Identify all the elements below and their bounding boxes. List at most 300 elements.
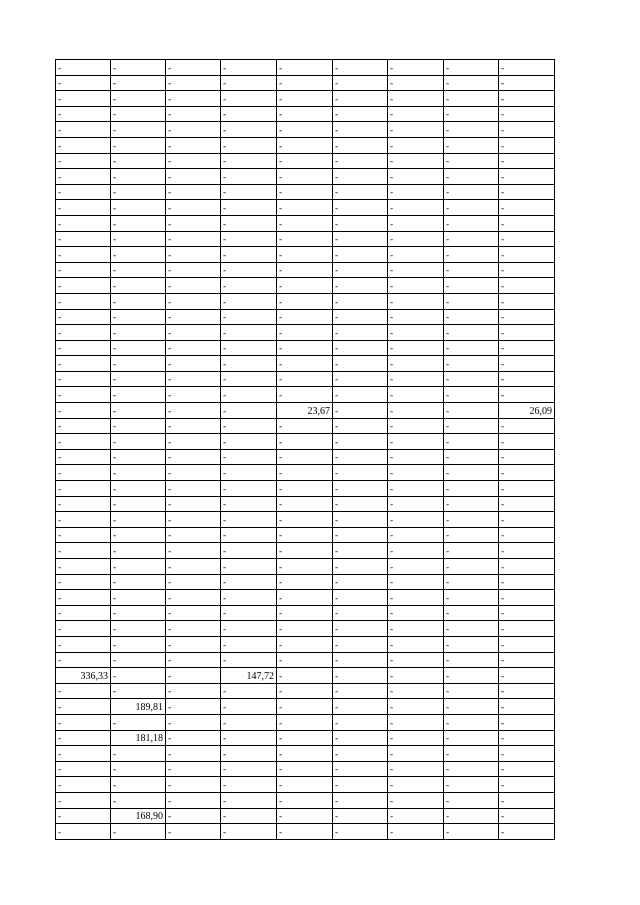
table-cell: - [221,403,277,419]
table-cell: - [166,512,221,528]
table-cell: - [111,652,166,668]
table-cell: - [499,122,555,138]
table-cell: - [277,512,333,528]
table-cell: - [166,340,221,356]
table-row [56,465,555,481]
table-cell: - [277,449,333,465]
table-row [56,356,555,372]
table-row [56,122,555,138]
table-cell: - [388,60,444,76]
table-cell: - [56,590,111,606]
table-cell: - [166,169,221,185]
table-cell: - [333,730,388,746]
table-cell: - [221,527,277,543]
table-row [56,60,555,76]
table-cell: - [166,574,221,590]
table-cell: - [166,75,221,91]
table-cell: - [166,387,221,403]
table-cell: - [56,184,111,200]
table-cell: - [221,153,277,169]
table-row [56,777,555,793]
table-cell: - [499,356,555,372]
table-cell: - [111,403,166,419]
table-cell: - [277,761,333,777]
table-cell: - [499,153,555,169]
table-cell: 181,18 [111,730,166,746]
table-cell: - [499,777,555,793]
table-cell: - [111,293,166,309]
table-cell: - [277,169,333,185]
table-cell: - [221,652,277,668]
table-cell: - [388,262,444,278]
table-cell: - [56,777,111,793]
table-cell: - [166,184,221,200]
table-cell: - [444,309,499,325]
table-cell: - [388,153,444,169]
table-cell: - [277,184,333,200]
table-cell: - [166,91,221,107]
table-cell: - [56,761,111,777]
table-cell: - [166,247,221,263]
table-cell: - [111,200,166,216]
table-cell: - [111,340,166,356]
table-cell: - [499,200,555,216]
table-cell: - [111,449,166,465]
table-cell: - [277,777,333,793]
table-cell: - [499,683,555,699]
table-cell: - [333,137,388,153]
table-cell: - [111,153,166,169]
table-cell: - [111,527,166,543]
table-cell: - [499,325,555,341]
table-cell: - [221,200,277,216]
table-cell: - [333,808,388,824]
table-cell: - [166,403,221,419]
table-row [56,153,555,169]
table-row [56,699,555,715]
table-cell: - [444,652,499,668]
table-row [56,309,555,325]
table-cell: - [388,200,444,216]
table-cell: - [333,278,388,294]
table-cell: - [499,75,555,91]
table-cell: - [56,91,111,107]
table-cell: - [221,590,277,606]
table-cell: 336,33 [56,668,111,684]
table-row [56,200,555,216]
table-cell: - [111,169,166,185]
table-cell: - [56,169,111,185]
table-cell: - [166,746,221,762]
table-cell: - [388,215,444,231]
table-cell: - [56,309,111,325]
table-cell: - [333,309,388,325]
table-cell: - [221,434,277,450]
table-cell: - [388,527,444,543]
table-cell: - [277,590,333,606]
table-cell: - [499,293,555,309]
table-cell: - [56,559,111,575]
table-cell: - [277,340,333,356]
table-cell: - [111,137,166,153]
table-cell: - [111,574,166,590]
table-cell: - [111,262,166,278]
table-cell: - [444,714,499,730]
table-cell: - [388,792,444,808]
table-cell: - [333,824,388,840]
table-cell: - [444,356,499,372]
table-cell: - [56,325,111,341]
table-cell: - [333,262,388,278]
table-cell: - [333,652,388,668]
table-row [56,481,555,497]
table-cell: - [444,824,499,840]
table-cell: - [444,496,499,512]
table-cell: - [388,761,444,777]
table-cell: - [111,278,166,294]
table-cell: - [388,512,444,528]
table-cell: - [166,761,221,777]
table-cell: - [111,215,166,231]
table-cell: - [499,824,555,840]
table-cell: - [221,278,277,294]
table-cell: - [111,247,166,263]
table-cell: - [166,590,221,606]
table-row [56,231,555,247]
table-cell: - [277,621,333,637]
table-cell: - [56,496,111,512]
table-cell: - [333,512,388,528]
table-cell: - [499,668,555,684]
table-cell: - [444,434,499,450]
table-cell: - [499,761,555,777]
table-cell: - [499,106,555,122]
table-cell: - [111,636,166,652]
table-cell: - [221,340,277,356]
table-cell: - [444,184,499,200]
table-row [56,449,555,465]
table-cell: - [388,714,444,730]
table-cell: - [56,449,111,465]
table-cell: - [277,278,333,294]
table-cell: - [333,356,388,372]
table-cell: - [388,636,444,652]
table-cell: - [56,605,111,621]
table-cell: - [444,621,499,637]
table-cell: - [56,75,111,91]
table-cell: - [499,590,555,606]
table-cell: - [221,730,277,746]
table-cell: - [444,278,499,294]
table-cell: - [111,434,166,450]
table-cell: - [56,356,111,372]
table-cell: - [221,169,277,185]
table-cell: - [333,449,388,465]
table-cell: - [444,527,499,543]
table-cell: - [221,574,277,590]
table-cell: - [333,200,388,216]
table-cell: - [333,714,388,730]
table-cell: - [221,325,277,341]
table-row [56,371,555,387]
table-cell: - [333,91,388,107]
table-cell: - [111,184,166,200]
table-cell: - [499,247,555,263]
table-cell: - [333,106,388,122]
table-row [56,91,555,107]
table-cell: - [111,231,166,247]
table-cell: - [277,792,333,808]
table-cell: - [333,699,388,715]
table-cell: - [111,605,166,621]
table-cell: - [333,418,388,434]
table-row [56,652,555,668]
table-row [56,714,555,730]
table-cell: 26,09 [499,403,555,419]
table-cell: - [166,418,221,434]
table-row [56,403,555,419]
table-cell: - [221,777,277,793]
table-cell: - [166,652,221,668]
table-cell: - [333,574,388,590]
table-cell: - [111,371,166,387]
table-cell: - [499,418,555,434]
table-cell: - [333,543,388,559]
table-cell: - [221,808,277,824]
table-cell: - [277,371,333,387]
table-cell: - [111,761,166,777]
table-cell: - [277,262,333,278]
table-cell: - [388,621,444,637]
table-cell: - [221,761,277,777]
table-cell: - [221,792,277,808]
table-row [56,247,555,263]
table-cell: - [166,824,221,840]
table-row [56,746,555,762]
table-cell: - [388,652,444,668]
table-cell: - [221,309,277,325]
table-cell: - [444,340,499,356]
table-cell: - [499,465,555,481]
table-cell: - [388,605,444,621]
table-cell: - [221,699,277,715]
table-cell: - [221,106,277,122]
table-cell: - [166,777,221,793]
table-cell: - [388,730,444,746]
table-cell: - [166,636,221,652]
table-cell: - [166,730,221,746]
table-cell: - [277,153,333,169]
table-cell: - [388,403,444,419]
table-row [56,137,555,153]
table-cell: - [166,559,221,575]
table-cell: - [444,153,499,169]
table-cell: - [111,590,166,606]
table-cell: - [499,808,555,824]
table-cell: - [111,746,166,762]
table-cell: - [333,668,388,684]
table-cell: - [333,761,388,777]
table-cell: - [111,496,166,512]
table-cell: - [221,496,277,512]
table-cell: - [111,512,166,528]
table-cell: - [277,309,333,325]
table-cell: - [333,122,388,138]
table-cell: - [333,465,388,481]
table-cell: - [166,356,221,372]
table-cell: - [444,403,499,419]
table-row [56,621,555,637]
table-cell: - [277,824,333,840]
table-cell: - [499,496,555,512]
table-cell: - [444,792,499,808]
table-cell: - [499,169,555,185]
table-cell: - [277,668,333,684]
table-cell: - [166,153,221,169]
table-cell: - [444,559,499,575]
table-cell: - [277,730,333,746]
table-cell: - [166,621,221,637]
table-cell: - [277,481,333,497]
table-cell: - [56,137,111,153]
table-cell: - [444,106,499,122]
table-cell: - [499,652,555,668]
table-cell: - [56,683,111,699]
table-cell: - [166,231,221,247]
table-cell: - [333,371,388,387]
table-cell: - [388,325,444,341]
table-cell: - [388,746,444,762]
table-cell: - [166,496,221,512]
table-cell: - [499,215,555,231]
table-cell: - [56,340,111,356]
table-row [56,792,555,808]
table-cell: - [221,60,277,76]
table-cell: - [221,293,277,309]
table-cell: - [388,340,444,356]
table-cell: - [444,91,499,107]
table-cell: - [56,574,111,590]
table-cell: - [388,808,444,824]
table-cell: 168,90 [111,808,166,824]
table-cell: - [221,184,277,200]
table-cell: - [166,137,221,153]
table-cell: - [444,683,499,699]
table-cell: - [388,122,444,138]
table-cell: - [277,137,333,153]
table-cell: - [166,465,221,481]
table-cell: - [277,418,333,434]
table-cell: - [56,434,111,450]
table-row [56,683,555,699]
table-cell: - [277,231,333,247]
table-cell: - [499,746,555,762]
table-cell: - [221,387,277,403]
table-row [56,527,555,543]
table-cell: - [444,636,499,652]
table-cell: - [388,293,444,309]
table-cell: - [333,169,388,185]
table-cell: - [111,714,166,730]
table-cell: - [111,777,166,793]
table-cell: - [166,122,221,138]
table-cell: - [444,777,499,793]
table-cell: - [333,434,388,450]
table-cell: - [333,481,388,497]
table-cell: - [166,699,221,715]
table-cell: - [166,200,221,216]
table-cell: - [56,730,111,746]
table-cell: - [444,699,499,715]
table-cell: - [56,527,111,543]
table-cell: - [221,683,277,699]
table-cell: - [56,714,111,730]
table-cell: - [499,278,555,294]
table-cell: - [221,559,277,575]
table-cell: - [277,496,333,512]
table-cell: - [166,714,221,730]
table-cell: - [499,449,555,465]
table-cell: - [444,418,499,434]
table-cell: - [221,262,277,278]
table-cell: - [221,75,277,91]
table-cell: - [277,75,333,91]
table-cell: - [56,293,111,309]
table-row [56,730,555,746]
table-cell: - [277,325,333,341]
table-cell: - [444,668,499,684]
table-cell: - [444,387,499,403]
table-cell: - [111,668,166,684]
table-cell: - [444,200,499,216]
table-row [56,75,555,91]
table-cell: - [333,621,388,637]
table-cell: - [333,387,388,403]
table-cell: - [444,75,499,91]
table-cell: - [166,106,221,122]
table-cell: - [166,668,221,684]
table-cell: - [333,777,388,793]
table-cell: - [111,418,166,434]
table-cell: - [277,746,333,762]
table-cell: - [499,371,555,387]
table-cell: - [56,792,111,808]
table-cell: - [444,512,499,528]
table-row [56,215,555,231]
table-cell: - [499,621,555,637]
table-cell: - [388,434,444,450]
table-cell: - [388,169,444,185]
table-body [56,60,555,840]
table-cell: - [333,636,388,652]
table-cell: - [333,496,388,512]
table-cell: - [499,574,555,590]
table-cell: - [166,215,221,231]
table-cell: - [221,481,277,497]
table-cell: - [499,262,555,278]
table-cell: - [56,262,111,278]
table-cell: - [277,293,333,309]
table-cell: - [277,714,333,730]
table-cell: - [499,340,555,356]
table-cell: - [111,481,166,497]
table-cell: - [388,543,444,559]
table-cell: - [166,278,221,294]
table-cell: - [499,231,555,247]
table-cell: - [221,465,277,481]
table-cell: - [333,403,388,419]
table-cell: - [333,293,388,309]
